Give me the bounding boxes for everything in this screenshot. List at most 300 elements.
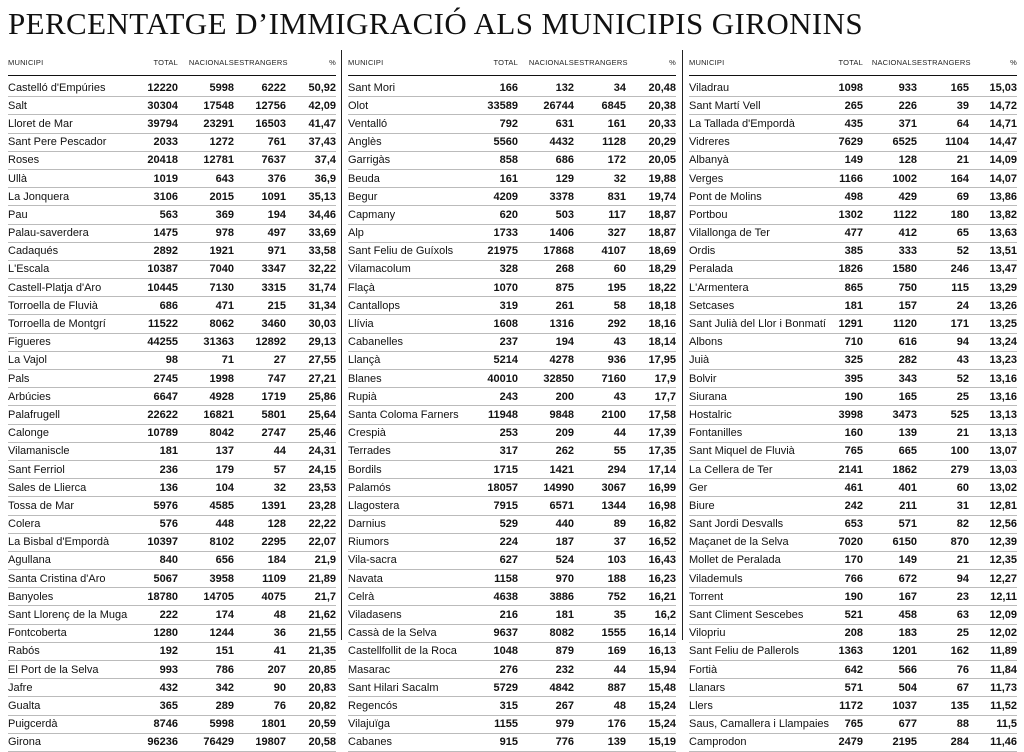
estrangers-value: 376: [267, 172, 286, 185]
total-value: 328: [499, 263, 518, 276]
estrangers-value: 21: [956, 427, 969, 440]
municipi-name: Sant Feliu de Pallerols: [689, 645, 800, 658]
estrangers-value: 870: [950, 536, 969, 549]
estrangers-value: 44: [273, 445, 286, 458]
estrangers-value: 1719: [261, 390, 286, 403]
table-row: [8, 479, 336, 497]
estrangers-value: 117: [608, 208, 626, 221]
table-row: [689, 443, 1017, 461]
municipi-name: Siurana: [689, 390, 727, 403]
table-row: [8, 115, 336, 133]
municipi-name: Palau-saverdera: [8, 227, 89, 240]
total-value: 7020: [838, 536, 863, 549]
estrangers-value: 176: [607, 718, 626, 731]
percent-value: 33,69: [308, 227, 336, 240]
table-row: [689, 461, 1017, 479]
table-row: [348, 570, 676, 588]
nacionals-value: 261: [555, 299, 574, 312]
percent-value: 35,13: [308, 190, 336, 203]
municipi-name: Roses: [8, 154, 40, 167]
municipi-name: Llívia: [348, 318, 374, 331]
table-row: [8, 170, 336, 188]
municipi-name: Maçanet de la Selva: [689, 536, 789, 549]
municipi-name: Vilallonga de Ter: [689, 227, 770, 240]
nacionals-value: 17868: [543, 245, 574, 258]
percent-value: 18,29: [648, 263, 676, 276]
percent-value: 20,83: [308, 681, 336, 694]
total-value: 242: [844, 499, 863, 512]
table-row: [8, 188, 336, 206]
nacionals-value: 76429: [203, 736, 234, 749]
percent-value: 13,47: [989, 263, 1017, 276]
table-row: [689, 279, 1017, 297]
nacionals-value: 129: [555, 172, 574, 185]
municipi-name: Flaçà: [348, 281, 375, 294]
total-value: 432: [159, 681, 178, 694]
total-value: 222: [159, 609, 178, 622]
table-row: [8, 661, 336, 679]
total-value: 4209: [493, 190, 518, 203]
total-value: 5976: [153, 499, 178, 512]
nacionals-value: 524: [555, 554, 574, 567]
nacionals-value: 16821: [203, 408, 234, 421]
nacionals-value: 8082: [549, 627, 574, 640]
total-value: 1098: [838, 81, 863, 94]
table-row: [689, 570, 1017, 588]
percent-value: 42,09: [308, 99, 336, 112]
total-value: 1363: [838, 645, 863, 658]
percent-value: 18,69: [648, 245, 676, 258]
estrangers-value: 180: [950, 208, 969, 221]
municipi-name: Sant Miquel de Fluvià: [689, 445, 795, 458]
total-value: 30304: [147, 99, 178, 112]
municipi-name: Vilamacolum: [348, 263, 411, 276]
estrangers-value: 65: [956, 227, 969, 240]
table-row: [348, 315, 676, 333]
estrangers-value: 497: [267, 227, 286, 240]
total-value: 243: [499, 390, 518, 403]
municipi-name: Terrades: [348, 445, 391, 458]
municipi-name: Vilopriu: [689, 627, 726, 640]
municipi-name: Palafrugell: [8, 408, 60, 421]
estrangers-value: 327: [607, 227, 626, 240]
estrangers-value: 292: [607, 318, 626, 331]
total-value: 216: [499, 609, 518, 622]
municipi-name: Darnius: [348, 518, 386, 531]
percent-value: 18,14: [648, 336, 676, 349]
table-row: [8, 425, 336, 443]
table-row: [348, 425, 676, 443]
total-value: 325: [844, 354, 863, 367]
header-percent: %: [1010, 58, 1017, 67]
percent-value: 20,38: [648, 99, 676, 112]
nacionals-value: 183: [898, 627, 917, 640]
municipi-name: Torrent: [689, 590, 724, 603]
total-value: 276: [499, 663, 518, 676]
nacionals-value: 267: [555, 699, 574, 712]
table-row: [689, 734, 1017, 752]
estrangers-value: 36: [273, 627, 286, 640]
nacionals-value: 32850: [543, 372, 574, 385]
municipi-name: Puigcerdà: [8, 718, 58, 731]
table-row: [348, 115, 676, 133]
percent-value: 23,53: [308, 481, 336, 494]
municipi-name: Saus, Camallera i Llampaies: [689, 718, 830, 731]
percent-value: 13,63: [989, 227, 1017, 240]
nacionals-value: 6571: [549, 499, 574, 512]
table-row: [8, 697, 336, 715]
table-row: [8, 552, 336, 570]
municipi-name: Garrigàs: [348, 154, 391, 167]
municipi-name: Fortià: [689, 663, 718, 676]
estrangers-value: 76: [956, 663, 969, 676]
percent-value: 32,22: [308, 263, 336, 276]
municipi-name: Celrà: [348, 590, 375, 603]
table-row: [348, 716, 676, 734]
total-value: 161: [499, 172, 518, 185]
table-row: [689, 643, 1017, 661]
estrangers-value: 82: [956, 518, 969, 531]
total-value: 477: [844, 227, 863, 240]
total-value: 8746: [153, 718, 178, 731]
total-value: 33589: [487, 99, 518, 112]
percent-value: 13,07: [989, 445, 1017, 458]
total-value: 181: [159, 445, 178, 458]
estrangers-value: 1801: [261, 718, 286, 731]
estrangers-value: 284: [950, 736, 969, 749]
percent-value: 24,31: [308, 445, 336, 458]
estrangers-value: 115: [951, 281, 969, 294]
percent-value: 20,59: [308, 718, 336, 731]
nacionals-value: 875: [555, 281, 574, 294]
total-value: 576: [159, 518, 178, 531]
percent-value: 21,62: [308, 609, 336, 622]
total-value: 3998: [838, 408, 863, 421]
total-value: 2892: [153, 245, 178, 258]
table-column-1: [8, 52, 336, 752]
nacionals-value: 151: [215, 645, 234, 658]
total-value: 6647: [153, 390, 178, 403]
total-value: 11948: [488, 408, 518, 421]
estrangers-value: 31: [956, 499, 969, 512]
municipi-name: Llers: [689, 699, 713, 712]
total-value: 208: [844, 627, 863, 640]
municipi-name: Portbou: [689, 208, 728, 221]
estrangers-value: 48: [613, 699, 626, 712]
percent-value: 16,14: [648, 627, 676, 640]
estrangers-value: 34: [613, 81, 626, 94]
nacionals-value: 226: [898, 99, 917, 112]
estrangers-value: 43: [613, 336, 626, 349]
total-value: 1070: [493, 281, 518, 294]
percent-value: 16,2: [654, 609, 676, 622]
nacionals-value: 979: [555, 718, 574, 731]
percent-value: 36,9: [314, 172, 336, 185]
percent-value: 11,84: [990, 663, 1017, 676]
total-value: 2141: [838, 463, 863, 476]
nacionals-value: 1421: [549, 463, 574, 476]
estrangers-value: 215: [267, 299, 286, 312]
table-row: [689, 388, 1017, 406]
municipi-name: Camprodon: [689, 736, 747, 749]
nacionals-value: 643: [215, 172, 234, 185]
municipi-name: Ger: [689, 481, 708, 494]
nacionals-value: 1120: [893, 318, 917, 331]
municipi-name: Sant Hilari Sacalm: [348, 681, 439, 694]
percent-value: 18,22: [648, 281, 676, 294]
table-row: [689, 406, 1017, 424]
total-value: 435: [844, 117, 863, 130]
table-row: [689, 552, 1017, 570]
estrangers-value: 32: [273, 481, 286, 494]
municipi-name: Begur: [348, 190, 378, 203]
percent-value: 18,87: [648, 208, 676, 221]
table-row: [8, 679, 336, 697]
municipi-name: Pont de Molins: [689, 190, 762, 203]
municipi-name: Sant Julià del Llor i Bonmatí: [689, 318, 826, 331]
percent-value: 16,82: [648, 518, 676, 531]
estrangers-value: 831: [607, 190, 626, 203]
table-row: [689, 679, 1017, 697]
municipi-name: L'Escala: [8, 263, 50, 276]
percent-value: 16,98: [648, 499, 676, 512]
nacionals-value: 282: [898, 354, 917, 367]
table-row: [8, 516, 336, 534]
table-row: [348, 679, 676, 697]
table-row: [689, 297, 1017, 315]
nacionals-value: 8102: [209, 536, 234, 549]
municipi-name: La Jonquera: [8, 190, 70, 203]
municipi-name: Juià: [689, 354, 710, 367]
table-row: [8, 297, 336, 315]
percent-value: 19,88: [648, 172, 676, 185]
nacionals-value: 665: [898, 445, 917, 458]
nacionals-value: 6525: [892, 136, 917, 149]
municipi-name: Vilajuïga: [348, 718, 390, 731]
table-row: [689, 334, 1017, 352]
municipi-name: Sales de Llierca: [8, 481, 87, 494]
table-row: [8, 97, 336, 115]
total-value: 1158: [494, 572, 518, 585]
total-value: 12220: [147, 81, 178, 94]
municipi-name: Hostalric: [689, 408, 732, 421]
percent-value: 14,72: [989, 99, 1017, 112]
header-estrangers: ESTRANGERS: [234, 58, 288, 67]
total-value: 96236: [147, 736, 178, 749]
total-value: 44255: [147, 336, 178, 349]
nacionals-value: 17548: [203, 99, 234, 112]
percent-value: 31,74: [308, 281, 336, 294]
municipi-name: Cassà de la Selva: [348, 627, 437, 640]
total-value: 5729: [493, 681, 518, 694]
table-row: [8, 225, 336, 243]
percent-value: 21,55: [308, 627, 336, 640]
estrangers-value: 761: [267, 136, 286, 149]
table-row: [689, 606, 1017, 624]
municipi-name: Llanars: [689, 681, 726, 694]
municipi-name: Blanes: [348, 372, 382, 385]
total-value: 20418: [147, 154, 178, 167]
table-row: [689, 425, 1017, 443]
estrangers-value: 69: [956, 190, 969, 203]
percent-value: 11,46: [990, 736, 1017, 749]
table-row: [348, 643, 676, 661]
total-value: 792: [499, 117, 518, 130]
table-row: [689, 352, 1017, 370]
header-total: TOTAL: [153, 58, 178, 67]
municipi-name: Llançà: [348, 354, 381, 367]
table-row: [689, 152, 1017, 170]
total-value: 3106: [153, 190, 178, 203]
percent-value: 13,02: [989, 481, 1017, 494]
nacionals-value: 458: [898, 609, 917, 622]
header-total: TOTAL: [838, 58, 863, 67]
table-row: [689, 661, 1017, 679]
estrangers-value: 2295: [261, 536, 286, 549]
total-value: 1475: [153, 227, 178, 240]
total-value: 10387: [147, 263, 178, 276]
estrangers-value: 55: [613, 445, 626, 458]
total-value: 4638: [493, 590, 518, 603]
table-row: [689, 588, 1017, 606]
percent-value: 14,09: [989, 154, 1017, 167]
total-value: 319: [499, 299, 518, 312]
table-header: [689, 52, 1017, 76]
total-value: 627: [499, 554, 518, 567]
table-row: [689, 534, 1017, 552]
municipi-name: Torroella de Montgrí: [8, 318, 106, 331]
nacionals-value: 686: [555, 154, 574, 167]
header-percent: %: [329, 58, 336, 67]
table-row: [689, 170, 1017, 188]
percent-value: 33,58: [308, 245, 336, 258]
municipi-name: Agullana: [8, 554, 51, 567]
table-row: [348, 225, 676, 243]
total-value: 11522: [148, 318, 178, 331]
table-row: [689, 261, 1017, 279]
estrangers-value: 94: [956, 336, 969, 349]
percent-value: 24,15: [308, 463, 336, 476]
nacionals-value: 232: [555, 663, 574, 676]
total-value: 190: [844, 590, 863, 603]
table-row: [8, 152, 336, 170]
municipi-name: Beuda: [348, 172, 380, 185]
table-row: [348, 606, 676, 624]
total-value: 253: [499, 427, 518, 440]
municipi-name: El Port de la Selva: [8, 663, 99, 676]
nacionals-value: 631: [555, 117, 574, 130]
nacionals-value: 137: [215, 445, 234, 458]
table-row: [8, 588, 336, 606]
total-value: 858: [499, 154, 518, 167]
percent-value: 13,29: [989, 281, 1017, 294]
total-value: 365: [159, 699, 178, 712]
estrangers-value: 25: [956, 390, 969, 403]
nacionals-value: 167: [898, 590, 917, 603]
estrangers-value: 43: [613, 390, 626, 403]
estrangers-value: 279: [950, 463, 969, 476]
municipi-name: Albanyà: [689, 154, 729, 167]
nacionals-value: 211: [899, 499, 917, 512]
estrangers-value: 1104: [945, 136, 969, 149]
total-value: 10445: [147, 281, 178, 294]
total-value: 1155: [494, 718, 518, 731]
estrangers-value: 88: [956, 718, 969, 731]
municipi-name: Castell-Platja d'Aro: [8, 281, 102, 294]
header-estrangers: ESTRANGERS: [917, 58, 971, 67]
nacionals-value: 4585: [209, 499, 234, 512]
percent-value: 13,26: [989, 299, 1017, 312]
total-value: 5214: [493, 354, 518, 367]
total-value: 1715: [493, 463, 518, 476]
estrangers-value: 2100: [601, 408, 626, 421]
percent-value: 20,29: [648, 136, 676, 149]
nacionals-value: 616: [898, 336, 917, 349]
nacionals-value: 412: [898, 227, 917, 240]
estrangers-value: 43: [956, 354, 969, 367]
municipi-name: Ullà: [8, 172, 27, 185]
percent-value: 14,47: [989, 136, 1017, 149]
percent-value: 18,18: [648, 299, 676, 312]
total-value: 571: [844, 681, 863, 694]
total-value: 7915: [493, 499, 518, 512]
nacionals-value: 970: [555, 572, 574, 585]
table-row: [348, 352, 676, 370]
estrangers-value: 747: [267, 372, 286, 385]
estrangers-value: 3460: [261, 318, 286, 331]
estrangers-value: 39: [956, 99, 969, 112]
nacionals-value: 1998: [209, 372, 234, 385]
municipi-name: Girona: [8, 736, 42, 749]
table-row: [348, 588, 676, 606]
municipi-name: Pau: [8, 208, 28, 221]
total-value: 653: [844, 518, 863, 531]
municipi-name: Vilamaniscle: [8, 445, 70, 458]
header-municipi: MUNICIPI: [689, 58, 725, 67]
total-value: 563: [159, 208, 178, 221]
municipi-name: Viladrau: [689, 81, 730, 94]
total-value: 1302: [838, 208, 863, 221]
percent-value: 17,95: [648, 354, 676, 367]
table-row: [348, 461, 676, 479]
nacionals-value: 31363: [203, 336, 234, 349]
municipi-name: Vilademuls: [689, 572, 743, 585]
percent-value: 21,89: [308, 572, 336, 585]
table-row: [8, 134, 336, 152]
estrangers-value: 103: [607, 554, 626, 567]
estrangers-value: 64: [956, 117, 969, 130]
estrangers-value: 21: [956, 154, 969, 167]
estrangers-value: 21: [956, 554, 969, 567]
estrangers-value: 25: [956, 627, 969, 640]
nacionals-value: 933: [898, 81, 917, 94]
table-row: [689, 479, 1017, 497]
table-row: [8, 79, 336, 97]
estrangers-value: 32: [613, 172, 626, 185]
total-value: 237: [499, 336, 518, 349]
estrangers-value: 24: [956, 299, 969, 312]
estrangers-value: 936: [607, 354, 626, 367]
percent-value: 16,23: [648, 572, 676, 585]
municipi-name: Salt: [8, 99, 27, 112]
estrangers-value: 164: [950, 172, 969, 185]
table-row: [689, 315, 1017, 333]
percent-value: 12,11: [990, 590, 1017, 603]
estrangers-value: 58: [613, 299, 626, 312]
total-value: 2479: [838, 736, 863, 749]
percent-value: 20,33: [648, 117, 676, 130]
nacionals-value: 677: [898, 718, 917, 731]
